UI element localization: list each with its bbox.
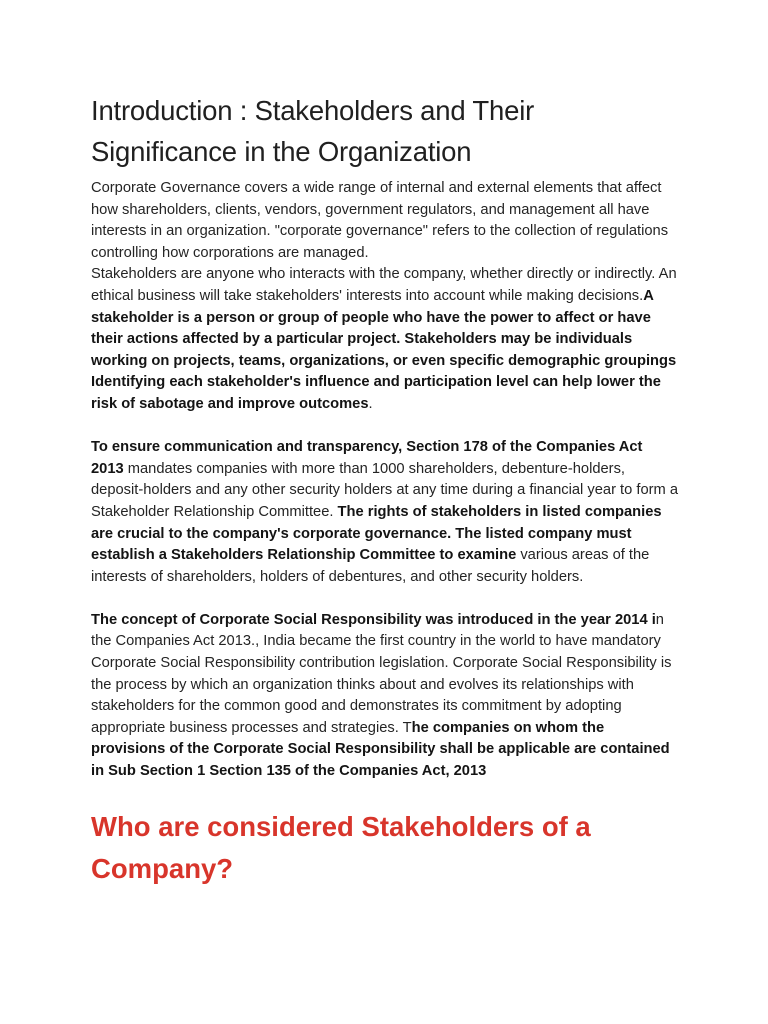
text-run: Corporate Governance covers a wide range of internal and external elements that affect how shareholders, clients, vendors, government regulators, and management all have interests in an organization. "corporate governance" refers to the collection of regulations controlling how corporations are managed. <box>91 180 669 261</box>
page-title: Introduction : Stakeholders and Their Significance in the Organization <box>91 95 535 167</box>
paragraph-corporate-governance <box>91 178 679 264</box>
bold-text-run: The concept of Corporate Social Responsibility was introduced in the year 2014 i <box>91 611 656 628</box>
paragraph-stakeholders-definition <box>91 264 679 415</box>
text-run: mandates companies with more than 1000 shareholders, debenture-holders, deposit-holders and any other security holders at any time during a financial year to form a Stakeholder Relationship Committee. <box>91 460 678 520</box>
document-page <box>91 90 679 890</box>
text-run: . <box>368 395 373 412</box>
bold-text-run: he companies on whom the provisions of the Corporate Social Responsibility shall be applicable are contained in Sub Section 1 Section 135 of the Companies Act, 2013 <box>91 719 670 780</box>
section-heading: Who are considered Stakeholders of a Company? <box>91 810 591 884</box>
paragraph-spacer <box>91 416 679 438</box>
bold-text-run: The rights of stakeholders in listed companies are crucial to the company's corporate governance. The listed company must establish a Stakeholders Relationship Committee to examine <box>91 503 662 564</box>
paragraph-spacer <box>91 588 679 610</box>
text-run: n the Companies Act 2013., India became the first country in the world to have mandatory Corporate Social Responsibility contribution legislation. Corporate Social Responsibility is the process by which an organization thinks about and evolves its relationships with stakeholders for the common good and demonstrates its commitment by adopting appropriate business processes and strategies. T <box>91 611 672 736</box>
text-run: Stakeholders are anyone who interacts with the company, whether directly or indirectly. An ethical business will take stakeholders' interests into account while making decisions. <box>91 266 677 304</box>
paragraph-csr <box>91 610 679 783</box>
bold-text-run: A stakeholder is a person or group of people who have the power to affect or have their actions affected by a particular project. Stakeholders may be individuals working on projects, teams, organizations, or even specific demographic groupings Identifying each stakeholder's influence and participation level can help lower the risk of sabotage and improve outcomes <box>91 287 677 412</box>
bold-text-run: To ensure communication and transparency, Section 178 of the Companies Act 2013 <box>91 439 643 477</box>
text-run: various areas of the interests of shareholders, holders of debentures, and other security holders. <box>91 547 650 585</box>
paragraph-section-178 <box>91 437 679 588</box>
